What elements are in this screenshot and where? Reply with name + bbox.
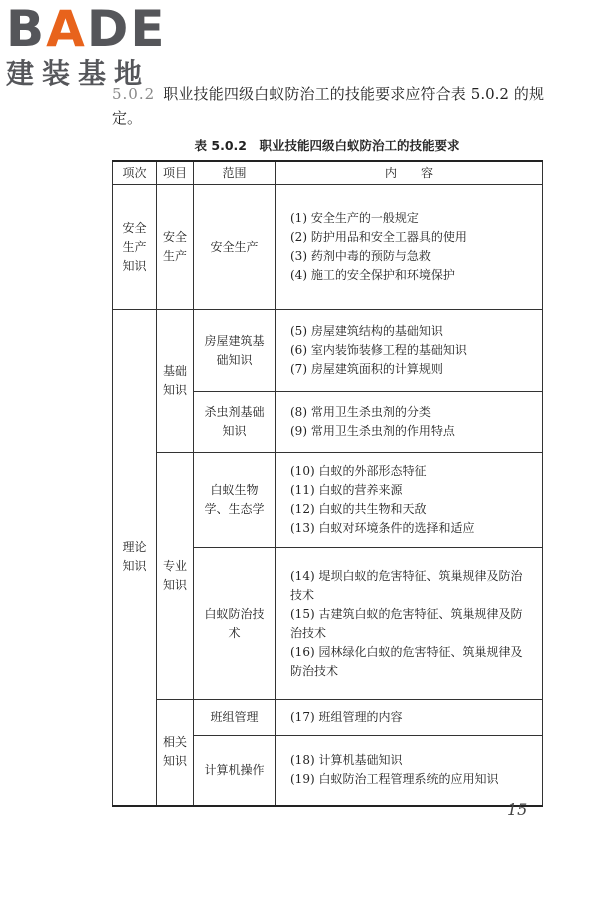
content-cell <box>276 548 543 700</box>
project-cell: 基础知识 <box>157 310 194 453</box>
logo-brand: BADE <box>6 0 167 58</box>
project-cell: 安全生产 <box>157 185 194 310</box>
table-row <box>113 310 543 392</box>
page-number: 15 <box>507 800 528 819</box>
clause-number: 5.0.2 <box>112 85 156 103</box>
content-item: (13) 白蚁对环境条件的选择和适应 <box>290 521 475 535</box>
content-item: (18) 计算机基础知识 <box>290 753 403 768</box>
content-item: (6) 室内装饰装修工程的基础知识 <box>290 343 467 357</box>
intro-paragraph <box>112 82 544 130</box>
content-cell <box>276 185 543 310</box>
content-item: (8) 常用卫生杀虫剂的分类 <box>290 405 431 419</box>
content-cell <box>276 310 543 392</box>
table-caption: 表 5.0.2 职业技能四级白蚁防治工的技能要求 <box>194 138 460 153</box>
scope-cell: 计算机操作 <box>194 736 276 806</box>
category-cell: 安全生产知识 <box>113 185 157 310</box>
content-cell <box>276 392 543 453</box>
table-header-row <box>113 161 543 185</box>
table-row <box>113 700 543 736</box>
scope-cell: 班组管理 <box>194 700 276 736</box>
content-item: (12) 白蚁的共生物和天敌 <box>290 502 427 516</box>
scope-cell: 白蚁防治技术 <box>194 548 276 700</box>
content-item: (9) 常用卫生杀虫剂的作用特点 <box>290 424 455 438</box>
content-item: (19) 白蚁防治工程管理系统的应用知识 <box>290 772 499 787</box>
table-row <box>113 453 543 548</box>
content-item: (17) 班组管理的内容 <box>290 710 403 724</box>
content-item: (7) 房屋建筑面积的计算规则 <box>290 362 443 376</box>
content-cell <box>276 453 543 548</box>
scope-cell: 安全生产 <box>194 185 276 310</box>
table-row <box>113 185 543 310</box>
header-content: 内容 <box>276 161 543 185</box>
content-item: (4) 施工的安全保护和环境保护 <box>290 268 455 282</box>
logo <box>6 0 186 94</box>
project-cell: 相关知识 <box>157 700 194 806</box>
content-cell <box>276 700 543 736</box>
category-cell: 理论知识 <box>113 310 157 806</box>
intro-text: 职业技能四级白蚁防治工的技能要求应符合表 5.0.2 的规定。 <box>112 85 544 127</box>
project-cell: 专业知识 <box>157 453 194 700</box>
logo-subtitle: 建装基地 <box>6 57 151 90</box>
content-item: (11) 白蚁的营养来源 <box>290 483 403 497</box>
content-item: (2) 防护用品和安全工器具的使用 <box>290 230 467 244</box>
content-item: (14) 堤坝白蚁的危害特征、筑巢规律及防治技术 <box>290 568 523 602</box>
content-cell <box>276 736 543 806</box>
scope-cell: 杀虫剂基础知识 <box>194 392 276 453</box>
scope-cell: 白蚁生物学、生态学 <box>194 453 276 548</box>
content-item: (3) 药剂中毒的预防与急救 <box>290 249 431 263</box>
header-item-no: 项次 <box>113 161 157 185</box>
content-item: (15) 古建筑白蚁的危害特征、筑巢规律及防治技术 <box>290 606 523 640</box>
logo-accent-letter: A <box>46 0 87 58</box>
content-item: (5) 房屋建筑结构的基础知识 <box>290 324 443 338</box>
content-item: (16) 园林绿化白蚁的危害特征、筑巢规律及防治技术 <box>290 644 523 678</box>
content-item: (10) 白蚁的外部形态特征 <box>290 464 427 478</box>
content-item: (1) 安全生产的一般规定 <box>290 211 419 225</box>
scope-cell: 房屋建筑基础知识 <box>194 310 276 392</box>
header-project: 项目 <box>157 161 194 185</box>
header-scope: 范围 <box>194 161 276 185</box>
skills-table <box>112 160 543 807</box>
